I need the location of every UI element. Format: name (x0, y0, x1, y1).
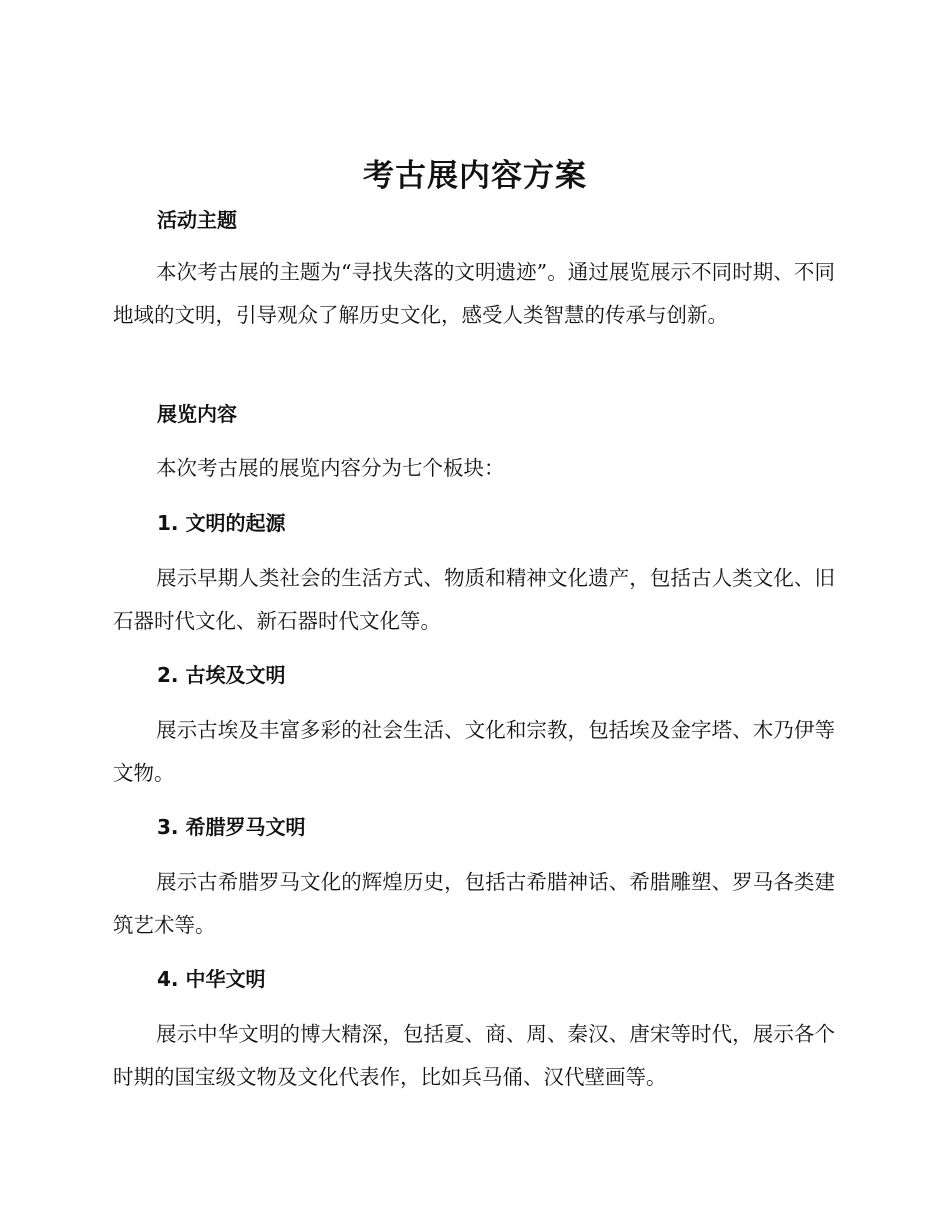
section-paragraph-greco-roman: 展示古希腊罗马文化的辉煌历史，包括古希腊神话、希腊雕塑、罗马各类建筑艺术等。 (113, 870, 835, 937)
section-heading-content: 展览内容 (157, 402, 237, 426)
section-paragraph-origin: 展示早期人类社会的生活方式、物质和精神文化遗产，包括古人类文化、旧石器时代文化、新石器时代文化等。 (113, 566, 835, 633)
section-paragraph-egypt: 展示古埃及丰富多彩的社会生活、文化和宗教，包括埃及金字塔、木乃伊等文物。 (113, 718, 835, 785)
section-heading-origin: 1. 文明的起源 (157, 511, 286, 535)
section-paragraph-china: 展示中华文明的博大精深，包括夏、商、周、秦汉、唐宋等时代，展示各个时期的国宝级文物及文化代表作，比如兵马俑、汉代壁画等。 (113, 1022, 835, 1089)
section-heading-theme: 活动主题 (157, 208, 237, 232)
section-paragraph-theme: 本次考古展的主题为“寻找失落的文明遗迹”。通过展览展示不同时期、不同地域的文明，引导观众了解历史文化，感受人类智慧的传承与创新。 (113, 260, 835, 327)
document-title: 考古展内容方案 (363, 158, 587, 194)
section-heading-china: 4. 中华文明 (157, 967, 266, 991)
section-heading-greco-roman: 3. 希腊罗马文明 (157, 815, 306, 839)
section-heading-egypt: 2. 古埃及文明 (157, 663, 286, 687)
section-paragraph-content: 本次考古展的展览内容分为七个板块： (156, 456, 505, 480)
